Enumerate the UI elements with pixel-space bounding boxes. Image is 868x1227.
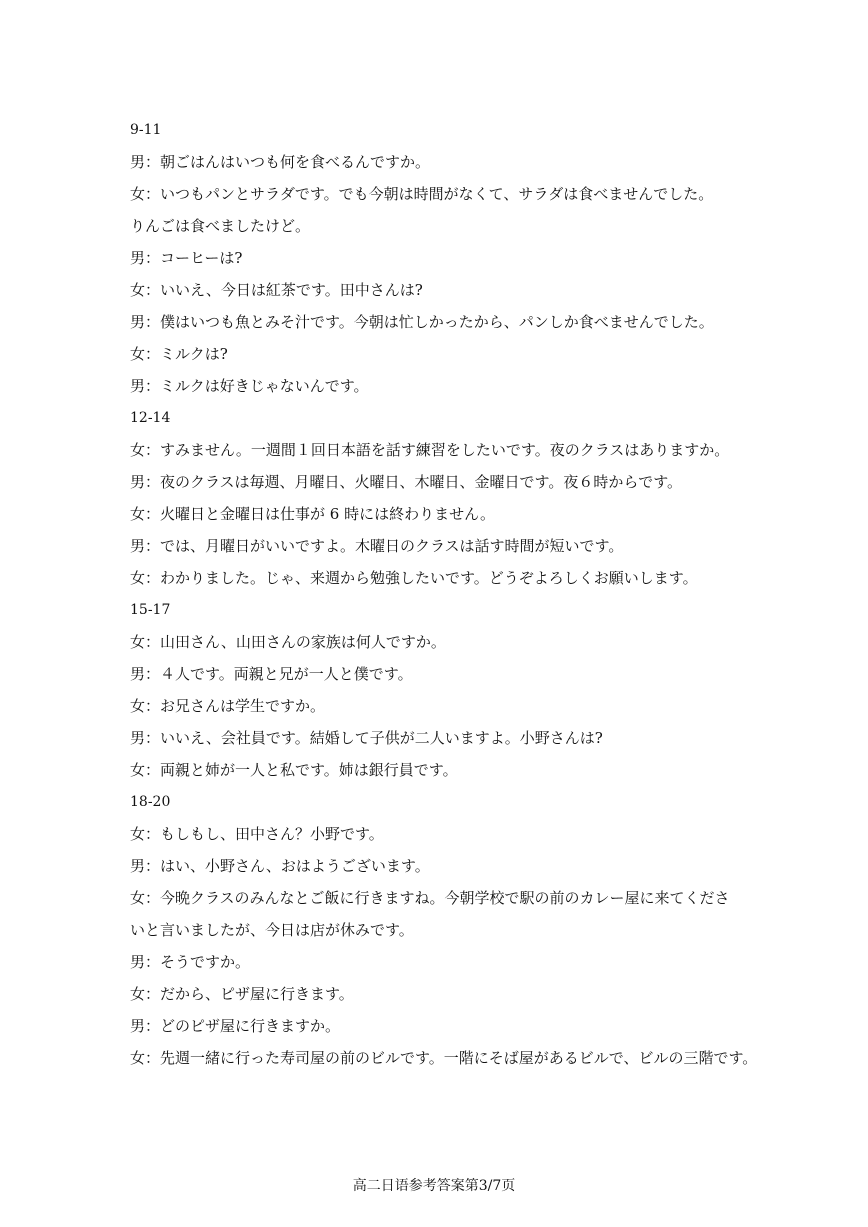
dialogue-line: 男：４人です。両親と兄が一人と僕です。	[130, 665, 413, 683]
dialogue-line: 女：わかりました。じゃ、来週から勉強したいです。どうぞよろしくお願いします。	[130, 569, 698, 587]
dialogue-line: 女：だから、ピザ屋に行きます。	[130, 985, 354, 1003]
dialogue-line: 女：今晩クラスのみんなとご飯に行きますね。今朝学校で駅の前のカレー屋に来てくださ	[130, 889, 730, 907]
dialogue-line: 女：先週一緒に行った寿司屋の前のビルです。一階にそば屋があるビルで、ビルの三階です。	[130, 1049, 758, 1067]
dialogue-line: 女：両親と姉が一人と私です。姉は銀行員です。	[130, 761, 458, 779]
dialogue-line: 女：いいえ、今日は紅茶です。田中さんは?	[130, 281, 423, 299]
dialogue-line: 男：コーヒーは?	[130, 249, 243, 267]
dialogue-line: 男：ミルクは好きじゃないんです。	[130, 377, 369, 395]
section-heading: 12-14	[130, 410, 171, 426]
dialogue-line: 男：どのピザ屋に行きますか。	[130, 1017, 341, 1035]
dialogue-line: 男：朝ごはんはいつも何を食べるんですか。	[130, 153, 431, 171]
dialogue-line: 女：火曜日と金曜日は仕事が 6 時には終わりません。	[130, 505, 495, 523]
transcript-body	[130, 116, 770, 1076]
section-heading: 18-20	[130, 794, 171, 810]
dialogue-line: 女：山田さん、山田さんの家族は何人ですか。	[130, 633, 446, 651]
dialogue-line: 女：すみません。一週間１回日本語を話す練習をしたいです。夜のクラスはありますか。	[130, 441, 730, 459]
dialogue-line: りんごは食べましたけど。	[130, 217, 311, 235]
dialogue-line: 女：お兄さんは学生ですか。	[130, 697, 326, 715]
section-heading: 15-17	[130, 602, 171, 618]
page-footer: 高二日语参考答案第3/7页	[352, 1178, 516, 1194]
section-heading: 9-11	[130, 122, 162, 138]
dialogue-line: 男：夜のクラスは毎週、月曜日、火曜日、木曜日、金曜日です。夜６時からです。	[130, 473, 683, 491]
dialogue-line: いと言いましたが、今日は店が休みです。	[130, 921, 414, 939]
dialogue-line: 女：もしもし、田中さん？小野です。	[130, 825, 384, 843]
dialogue-line: 男：はい、小野さん、おはようございます。	[130, 857, 430, 875]
dialogue-line: 男：僕はいつも魚とみそ汁です。今朝は忙しかったから、パンしか食べませんでした。	[130, 313, 714, 331]
dialogue-line: 女：いつもパンとサラダです。でも今朝は時間がなくて、サラダは食べませんでした。	[130, 185, 714, 203]
dialogue-line: 男：では、月曜日がいいですよ。木曜日のクラスは話す時間が短いです。	[130, 537, 624, 555]
dialogue-line: 女：ミルクは?	[130, 345, 228, 363]
dialogue-line: 男：そうですか。	[130, 953, 251, 971]
dialogue-line: 男：いいえ、会社員です。結婚して子供が二人いますよ。小野さんは?	[130, 729, 603, 747]
